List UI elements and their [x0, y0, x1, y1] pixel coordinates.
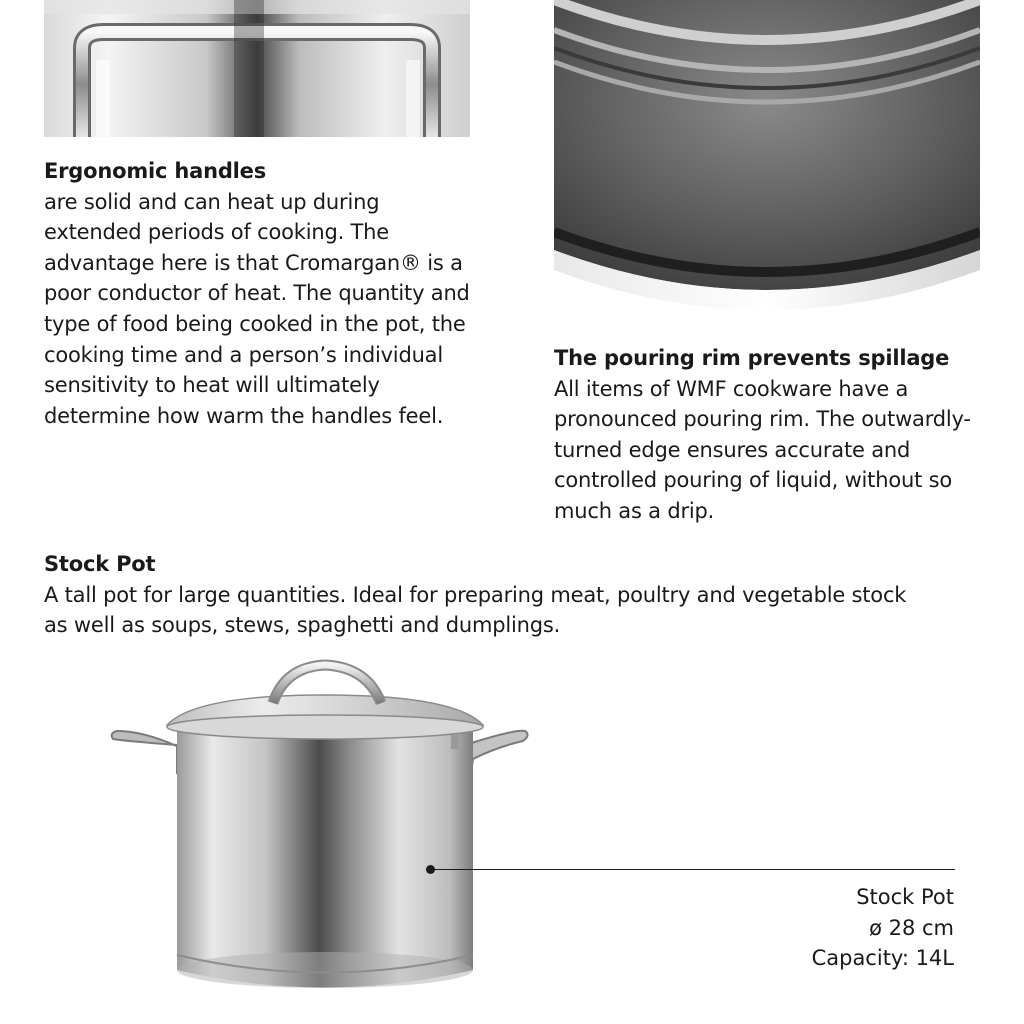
product-capacity: Capacity: 14L	[811, 946, 954, 971]
product-diameter: ø 28 cm	[869, 915, 954, 940]
stock-pot-photo	[105, 655, 535, 1005]
handle-closeup-photo	[44, 0, 470, 137]
ergonomic-handles-heading: Ergonomic handles	[44, 159, 267, 183]
pouring-rim-closeup-photo	[554, 0, 980, 322]
callout-leader-line	[430, 869, 955, 870]
stock-pot-body: A tall pot for large quantities. Ideal for preparing meat, poultry and vegetable stock as well as soups, stews, spaghetti and dumplings.	[44, 582, 907, 638]
pouring-rim-section	[554, 343, 994, 527]
stock-pot-section	[44, 549, 944, 641]
ergonomic-handles-section	[44, 156, 484, 431]
product-spec-callout	[812, 882, 954, 974]
product-name: Stock Pot	[856, 885, 954, 909]
ergonomic-handles-body: are solid and can heat up during extended periods of cooking. The advantage here is that Cromargan® is a poor conductor of heat. The quantity and type of food being cooked in the pot, the cooking time and a person’s individual sensitivity to heat will ultimately determine how warm the handles feel.	[44, 189, 470, 428]
stock-pot-heading: Stock Pot	[44, 552, 156, 576]
callout-dot	[426, 865, 435, 874]
pouring-rim-heading: The pouring rim prevents spillage	[554, 346, 950, 370]
pouring-rim-body: All items of WMF cookware have a pronounced pouring rim. The outwardly-turned edge ensures accurate and controlled pouring of liquid, without so much as a drip.	[554, 376, 971, 523]
